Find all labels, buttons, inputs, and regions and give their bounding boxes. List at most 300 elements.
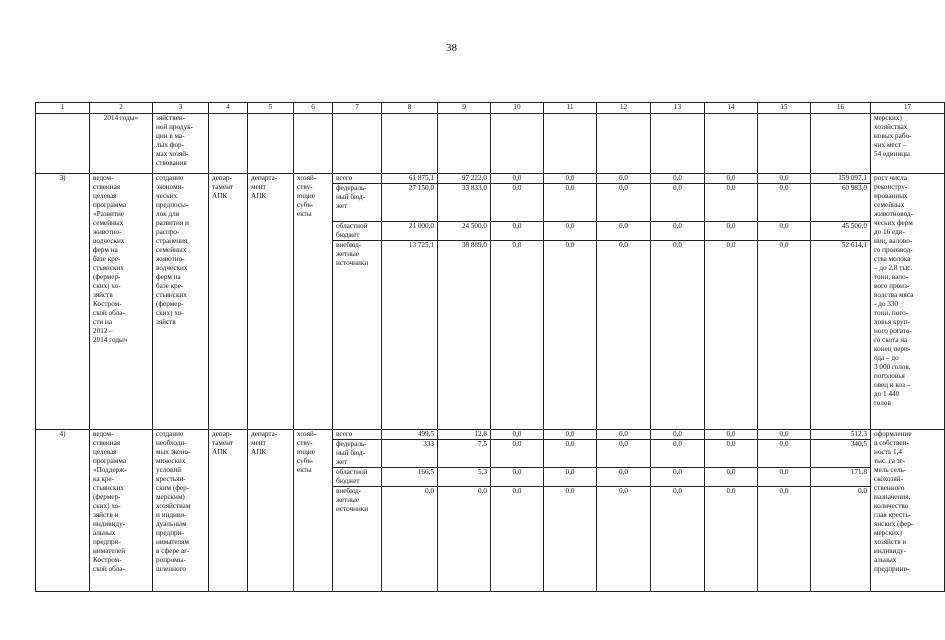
column-number: 6 xyxy=(294,103,333,114)
value-13 xyxy=(651,430,705,592)
text-line: программа xyxy=(93,201,127,209)
text-line: жетные xyxy=(336,250,360,258)
text-line: базе кре- xyxy=(156,282,184,290)
text-line: зяйств xyxy=(93,291,113,299)
text-line: мерских) xyxy=(874,529,902,537)
text-line: предпосы- xyxy=(156,201,189,209)
text-line: ода – до xyxy=(874,354,899,362)
text-line: областной xyxy=(336,222,368,230)
value-14 xyxy=(705,430,758,592)
text-line: семейных xyxy=(156,246,187,254)
text-line: областной xyxy=(336,468,368,476)
column-number: 8 xyxy=(382,103,438,114)
text-line: семейных xyxy=(93,219,124,227)
text-line: до 16 еди- xyxy=(874,228,906,236)
text-line: го скота на xyxy=(874,336,908,344)
expected-result xyxy=(871,174,945,430)
text-line: лок для xyxy=(156,210,180,218)
amount: 512,3 xyxy=(850,430,867,438)
text-line: тыс. га зе- xyxy=(874,457,906,465)
text-line: и индиви- xyxy=(156,511,187,519)
column-number: 9 xyxy=(438,103,491,114)
column-number: 15 xyxy=(758,103,811,114)
funding-sources xyxy=(333,430,382,592)
expected-result xyxy=(871,430,945,592)
amount: 38 889,0 xyxy=(438,240,490,259)
text-line: глав кресть- xyxy=(874,511,912,519)
text-line: овец и коз – xyxy=(874,381,911,389)
funding-source-label xyxy=(333,221,381,240)
text-line: хозяйствам xyxy=(156,502,191,510)
amount: 0,0 xyxy=(705,486,757,505)
text-line: альных xyxy=(874,556,897,564)
funding-source-label xyxy=(333,174,381,183)
text-line: водческих xyxy=(93,237,125,245)
amount: 0,0 xyxy=(512,430,522,438)
text-line: ственного xyxy=(874,484,905,492)
amount: 5,3 xyxy=(438,467,490,486)
text-line: ствования xyxy=(156,159,187,167)
text-line: животновод- xyxy=(874,210,914,218)
text-line: дуальным xyxy=(156,520,187,528)
text-line: распро- xyxy=(156,228,180,236)
amount: 0,0 xyxy=(382,486,437,505)
participants xyxy=(294,430,333,592)
amount: 97 222,0 xyxy=(461,174,487,182)
amount: 0,0 xyxy=(619,430,628,438)
text-line: АПК xyxy=(212,448,228,456)
text-line: хозяйствах xyxy=(874,123,908,131)
funding-source-label xyxy=(333,467,381,486)
amount: 333 xyxy=(382,439,437,467)
text-line: лых фор- xyxy=(156,141,185,149)
text-line: ведом- xyxy=(93,174,114,182)
amount: 0,0 xyxy=(491,240,543,259)
amount: 0,0 xyxy=(544,183,596,221)
value-13 xyxy=(651,174,705,430)
text-line: «Поддерж- xyxy=(93,466,127,474)
text-line: тамент xyxy=(212,439,234,447)
text-line: субъ- xyxy=(297,457,314,465)
text-line: предпри- xyxy=(156,529,184,537)
text-line: создание xyxy=(156,430,184,438)
amount: 0,0 xyxy=(544,467,596,486)
amount: 0,0 xyxy=(758,183,810,221)
text-line: ющие xyxy=(297,192,315,200)
funding-source-label xyxy=(333,430,381,439)
responsible-executor xyxy=(209,430,248,592)
amount: 0,0 xyxy=(758,439,810,467)
participants xyxy=(294,174,333,430)
text-line: янских (фер- xyxy=(874,520,914,528)
value-8 xyxy=(382,430,438,592)
text-line: ству- xyxy=(297,183,313,191)
text-line: источники xyxy=(336,259,369,267)
column-number: 16 xyxy=(811,103,871,114)
text-line: ной продук- xyxy=(156,123,194,131)
text-line: го производ- xyxy=(874,246,913,254)
text-line: Костром- xyxy=(93,556,122,564)
row-number: 4) xyxy=(36,430,90,592)
amount: 0,0 xyxy=(758,467,810,486)
text-line: нимателям xyxy=(156,538,189,546)
text-line: тонн, пого- xyxy=(874,309,909,317)
text-line: ка кре- xyxy=(93,475,115,483)
co-executor xyxy=(248,174,294,430)
text-line: создание xyxy=(156,174,184,182)
column-number: 12 xyxy=(597,103,651,114)
text-line: рост числа xyxy=(874,174,907,182)
text-line: зяйствен- xyxy=(156,114,186,122)
text-line: ству- xyxy=(297,439,313,447)
value-15 xyxy=(758,430,811,592)
text-line: внебюд- xyxy=(336,241,362,249)
row-number: 3) xyxy=(36,174,90,430)
amount: 7,5 xyxy=(438,439,490,467)
column-number: 5 xyxy=(248,103,294,114)
text-line: ских) хо- xyxy=(93,282,121,290)
amount: 33 833,0 xyxy=(438,183,490,221)
amount: 0,0 xyxy=(491,486,543,505)
text-line: условий xyxy=(156,466,182,474)
text-line: целевая xyxy=(93,192,117,200)
text-line: странения xyxy=(156,237,188,245)
text-line: федераль- xyxy=(336,184,367,192)
amount: 0,0 xyxy=(705,240,757,259)
amount: 0,0 xyxy=(651,183,704,221)
amount: 0,0 xyxy=(491,439,543,467)
text-line: департа- xyxy=(251,430,278,438)
text-line: поголовья xyxy=(874,372,905,380)
text-line: мерских) xyxy=(874,114,902,122)
amount: 0,0 xyxy=(597,467,650,486)
text-line: ских) хо- xyxy=(93,502,121,510)
text-line: 3 000 голов, xyxy=(874,363,911,371)
text-line: чих мест – xyxy=(874,141,907,149)
text-line: стьянских xyxy=(156,291,187,299)
amount: 0,0 xyxy=(565,174,575,182)
text-line: сти на xyxy=(93,318,113,326)
column-number: 1 xyxy=(36,103,90,114)
amount: 0,0 xyxy=(491,467,543,486)
co-executor xyxy=(248,430,294,592)
text-line: всего xyxy=(336,430,353,438)
text-line: екты xyxy=(297,210,312,218)
text-line: хозяй- xyxy=(297,430,317,438)
amount: 0,0 xyxy=(544,439,596,467)
text-line: ческих xyxy=(156,192,178,200)
amount: 0,0 xyxy=(779,430,789,438)
text-line: водческих xyxy=(156,264,188,272)
amount: 159 097,1 xyxy=(838,174,867,182)
amount: 0,0 xyxy=(597,486,650,505)
amount: 0,0 xyxy=(544,240,596,259)
amount: 166,5 xyxy=(382,467,437,486)
amount: 0,0 xyxy=(673,430,682,438)
value-16 xyxy=(811,174,871,430)
text-line: АПК xyxy=(251,448,267,456)
amount: 0,0 xyxy=(651,439,704,467)
text-line: (фермер- xyxy=(156,300,184,308)
amount: 0,0 xyxy=(619,174,628,182)
text-line: ный бюд- xyxy=(336,449,366,457)
program-goal xyxy=(153,174,209,430)
text-line: - до 330 xyxy=(874,300,899,308)
value-12 xyxy=(597,174,651,430)
text-line: в сфере аг- xyxy=(156,547,190,555)
text-line: экономи- xyxy=(156,183,184,191)
text-line: мент xyxy=(251,439,266,447)
funding-source-label xyxy=(333,439,381,467)
funding-source-label xyxy=(333,240,381,267)
text-line: депар- xyxy=(212,430,232,438)
text-line: ских) хо- xyxy=(156,309,184,317)
text-line: животно- xyxy=(93,228,122,236)
text-line: тамент xyxy=(212,183,234,191)
text-line: базе кре- xyxy=(93,255,121,263)
text-line: ской обла- xyxy=(93,565,125,573)
text-line: ловья круп- xyxy=(874,318,910,326)
value-10 xyxy=(491,174,544,430)
text-line: ниц, валово- xyxy=(874,237,913,245)
text-line: екты xyxy=(297,466,312,474)
funding-source-label xyxy=(333,486,381,513)
row4-row xyxy=(36,430,945,592)
text-line: индивиду- xyxy=(874,547,907,555)
text-line: целевая xyxy=(93,448,117,456)
text-line: предприни- xyxy=(874,565,910,573)
amount: 0,0 xyxy=(705,439,757,467)
row3-row xyxy=(36,174,945,430)
text-line: жетные xyxy=(336,496,360,504)
text-line: шленного xyxy=(156,565,186,573)
amount: 171,8 xyxy=(811,467,870,486)
text-line: мах хозяй- xyxy=(156,150,189,158)
text-line: ного рогато- xyxy=(874,327,912,335)
column-number: 2 xyxy=(90,103,153,114)
text-line: мерским) xyxy=(156,493,185,501)
text-line: ферм на xyxy=(156,273,181,281)
text-line: 2012 – xyxy=(93,327,113,335)
text-line: ропромы- xyxy=(156,556,186,564)
text-line: бюджет xyxy=(336,477,360,485)
column-number: 3 xyxy=(153,103,209,114)
text-line: мых эконо- xyxy=(156,448,191,456)
text-line: мель сель- xyxy=(874,466,907,474)
text-line: «Развитие xyxy=(93,210,125,218)
amount: 0,0 xyxy=(758,240,810,259)
text-line: назначения, xyxy=(874,493,911,501)
text-line: ским (фер- xyxy=(156,484,190,492)
text-line: конец пери- xyxy=(874,345,911,353)
text-line: (фермер- xyxy=(93,273,121,281)
continued-row xyxy=(36,114,945,174)
amount: 0,0 xyxy=(705,221,757,240)
amount: 0,0 xyxy=(512,174,522,182)
cont-program-name: 2014 годы» xyxy=(90,114,153,174)
cont-goal xyxy=(153,114,209,174)
amount: 0,0 xyxy=(673,174,682,182)
amount: 0,0 xyxy=(544,221,596,240)
amount: 0,0 xyxy=(811,486,870,505)
amount: 0,0 xyxy=(651,467,704,486)
text-line: ированных xyxy=(874,192,908,200)
text-line: хозяйств и xyxy=(874,538,907,546)
program-name xyxy=(90,174,153,430)
text-line: Костром- xyxy=(93,300,122,308)
amount: 0,0 xyxy=(705,467,757,486)
column-number: 14 xyxy=(705,103,758,114)
text-line: стьянских xyxy=(93,484,124,492)
cell-empty xyxy=(36,114,90,174)
funding-sources xyxy=(333,174,382,430)
text-line: федераль- xyxy=(336,440,367,448)
text-line: в собствен- xyxy=(874,439,909,447)
amount: 0,0 xyxy=(597,439,650,467)
text-line: количество xyxy=(874,502,909,510)
value-16 xyxy=(811,430,871,592)
text-line: мент xyxy=(251,183,266,191)
text-line: субъ- xyxy=(297,201,314,209)
text-line: предпри- xyxy=(93,538,121,546)
amount: 0,0 xyxy=(491,221,543,240)
text-line: вого произ- xyxy=(874,282,910,290)
text-line: животно- xyxy=(156,255,185,263)
text-line: – до 2,8 тыс. xyxy=(874,264,913,272)
text-line: жет xyxy=(336,202,348,210)
funding-source-label xyxy=(333,183,381,221)
text-line: голов xyxy=(874,399,891,407)
program-name xyxy=(90,430,153,592)
text-line: ведом- xyxy=(93,430,114,438)
column-number: 13 xyxy=(651,103,705,114)
text-line: ции в ма- xyxy=(156,132,185,140)
program-goal xyxy=(153,430,209,592)
amount: 52 614,1 xyxy=(811,240,870,259)
amount: 499,5 xyxy=(417,430,434,438)
text-line: бюджет xyxy=(336,231,360,239)
value-14 xyxy=(705,174,758,430)
text-line: зяйств и xyxy=(93,511,119,519)
column-number: 4 xyxy=(209,103,248,114)
text-line: хозяй- xyxy=(297,174,317,182)
text-line: зяйств xyxy=(156,318,176,326)
text-line: ферм на xyxy=(93,246,118,254)
amount: 24 500,0 xyxy=(438,221,490,240)
amount: 0,0 xyxy=(597,183,650,221)
text-line: необходи- xyxy=(156,439,187,447)
text-line: всего xyxy=(336,174,353,182)
amount: 0,0 xyxy=(651,221,704,240)
text-line: ность 1,4 xyxy=(874,448,903,456)
text-line: нимателей xyxy=(93,547,126,555)
amount: 12,8 xyxy=(474,430,487,438)
amount: 0,0 xyxy=(726,430,736,438)
amount: 13 725,1 xyxy=(382,240,437,259)
amount: 45 500,0 xyxy=(811,221,870,240)
text-line: ющие xyxy=(297,448,315,456)
amount: 0,0 xyxy=(565,430,575,438)
amount: 61 875,1 xyxy=(408,174,434,182)
responsible-executor xyxy=(209,174,248,430)
text-line: (фермер- xyxy=(93,493,121,501)
cont-result xyxy=(871,114,945,174)
column-number-row xyxy=(36,103,945,114)
text-line: скохозяй- xyxy=(874,475,904,483)
text-line: программа xyxy=(93,457,127,465)
amount: 0,0 xyxy=(758,221,810,240)
text-line: новых рабо- xyxy=(874,132,912,140)
amount: 27 150,0 xyxy=(382,183,437,221)
amount: 340,5 xyxy=(811,439,870,467)
text-line: ства молока xyxy=(874,255,911,263)
text-line: ственная xyxy=(93,183,121,191)
text-line: развития и xyxy=(156,219,189,227)
amount: 0,0 xyxy=(705,183,757,221)
text-line: семейных xyxy=(874,201,905,209)
value-8 xyxy=(382,174,438,430)
page-number: 38 xyxy=(446,42,457,54)
text-line: стьянских xyxy=(93,264,124,272)
amount: 0,0 xyxy=(651,486,704,505)
value-9 xyxy=(438,174,491,430)
text-line: индивиду- xyxy=(93,520,126,528)
column-number: 10 xyxy=(491,103,544,114)
amount: 0,0 xyxy=(491,183,543,221)
value-9 xyxy=(438,430,491,592)
text-line: реконстру- xyxy=(874,183,908,191)
text-line: тонн, вало- xyxy=(874,273,909,281)
amount: 60 983,0 xyxy=(811,183,870,221)
text-line: 2014 годы» xyxy=(93,336,128,344)
amount: 0,0 xyxy=(438,486,490,505)
value-15 xyxy=(758,174,811,430)
text-line: 54 единицы xyxy=(874,150,910,158)
amount: 0,0 xyxy=(726,174,736,182)
text-line: АПК xyxy=(212,192,228,200)
value-10 xyxy=(491,430,544,592)
text-line: ный бюд- xyxy=(336,193,366,201)
amount: 0,0 xyxy=(651,240,704,259)
text-line: депар- xyxy=(212,174,232,182)
text-line: мических xyxy=(156,457,186,465)
column-number: 11 xyxy=(544,103,597,114)
amount: 0,0 xyxy=(544,486,596,505)
text-line: внебюд- xyxy=(336,487,362,495)
column-number: 17 xyxy=(871,103,945,114)
value-12 xyxy=(597,430,651,592)
text-line: оформление xyxy=(874,430,912,438)
text-line: ской обла- xyxy=(93,309,125,317)
value-11 xyxy=(544,430,597,592)
text-line: жет xyxy=(336,458,348,466)
amount: 0,0 xyxy=(758,486,810,505)
text-line: департа- xyxy=(251,174,278,182)
amount: 0,0 xyxy=(597,221,650,240)
amount: 0,0 xyxy=(597,240,650,259)
amount: 21 000,0 xyxy=(382,221,437,240)
budget-table xyxy=(35,102,945,592)
text-line: источники xyxy=(336,505,369,513)
value-11 xyxy=(544,174,597,430)
text-line: ственная xyxy=(93,439,121,447)
column-number: 7 xyxy=(333,103,382,114)
amount: 0,0 xyxy=(779,174,789,182)
text-line: АПК xyxy=(251,192,267,200)
text-line: до 1 440 xyxy=(874,390,900,398)
text-line: ческих ферм xyxy=(874,219,913,227)
text-line: водства мяса xyxy=(874,291,914,299)
